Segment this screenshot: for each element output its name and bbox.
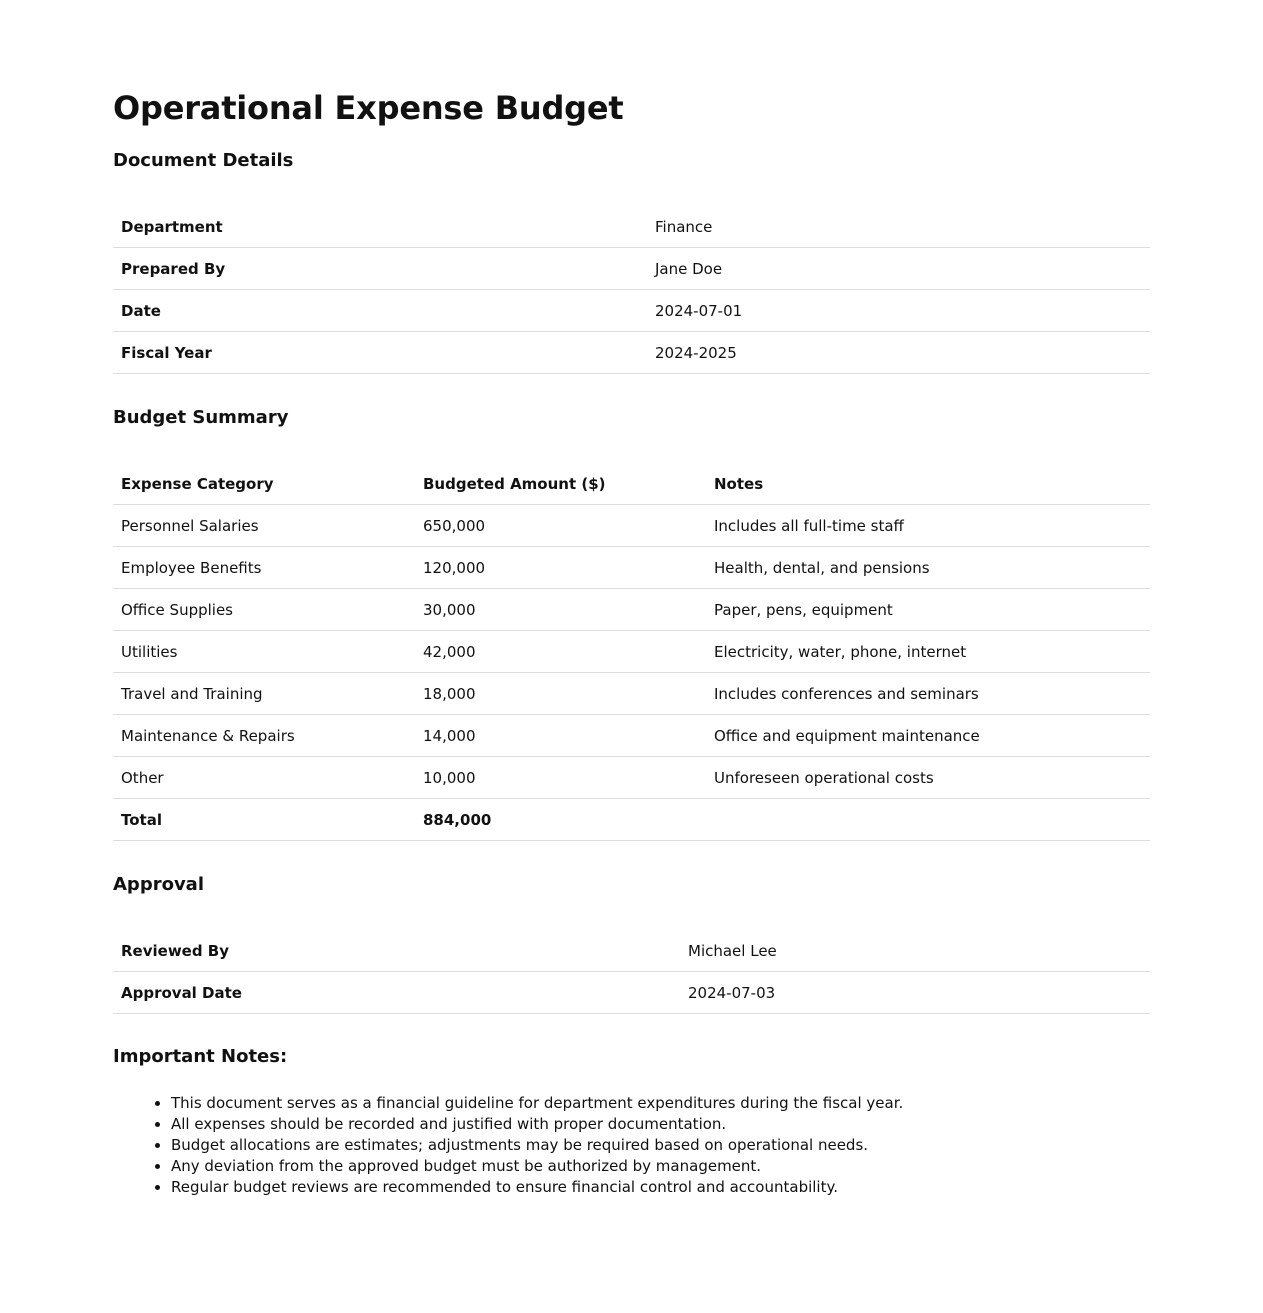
document-details-table [113, 206, 1150, 374]
expense-category: Office Supplies [113, 589, 415, 631]
details-label: Prepared By [113, 248, 647, 290]
details-label: Fiscal Year [113, 332, 647, 374]
approval-value: 2024-07-03 [680, 972, 1150, 1014]
expense-category: Maintenance & Repairs [113, 715, 415, 757]
table-row [113, 673, 1150, 715]
approval-row-approval-date [113, 972, 1150, 1014]
document-details-heading: Document Details [113, 150, 294, 171]
expense-notes: Includes conferences and seminars [706, 673, 1150, 715]
table-row [113, 631, 1150, 673]
details-value: 2024-2025 [647, 332, 1150, 374]
approval-heading: Approval [113, 874, 204, 895]
details-value: Finance [647, 206, 1150, 248]
budget-header-row [113, 463, 1150, 505]
details-row-date [113, 290, 1150, 332]
details-label: Department [113, 206, 647, 248]
expense-notes: Unforeseen operational costs [706, 757, 1150, 799]
expense-category: Other [113, 757, 415, 799]
table-row [113, 757, 1150, 799]
expense-category: Travel and Training [113, 673, 415, 715]
budgeted-amount: 14,000 [415, 715, 706, 757]
important-notes-heading: Important Notes: [113, 1046, 288, 1067]
expense-category: Personnel Salaries [113, 505, 415, 547]
list-item: • Any deviation from the approved budget must be authorized by management. [171, 1156, 903, 1177]
budget-summary-heading: Budget Summary [113, 407, 289, 428]
table-row [113, 589, 1150, 631]
column-header-notes: Notes [706, 463, 1150, 505]
expense-category: Utilities [113, 631, 415, 673]
budgeted-amount: 10,000 [415, 757, 706, 799]
page-title: Operational Expense Budget [113, 89, 624, 127]
total-label: Total [113, 799, 415, 841]
column-header-amount: Budgeted Amount ($) [415, 463, 706, 505]
expense-notes: Office and equipment maintenance [706, 715, 1150, 757]
total-amount: 884,000 [415, 799, 706, 841]
details-label: Date [113, 290, 647, 332]
table-row [113, 547, 1150, 589]
approval-value: Michael Lee [680, 930, 1150, 972]
budgeted-amount: 650,000 [415, 505, 706, 547]
details-row-department [113, 206, 1150, 248]
total-row [113, 799, 1150, 841]
budget-summary-table [113, 463, 1150, 841]
approval-table [113, 930, 1150, 1014]
budgeted-amount: 42,000 [415, 631, 706, 673]
details-row-prepared-by [113, 248, 1150, 290]
approval-row-reviewed-by [113, 930, 1150, 972]
list-item: • This document serves as a financial guideline for department expenditures during the fiscal year. [171, 1093, 903, 1114]
column-header-category: Expense Category [113, 463, 415, 505]
budgeted-amount: 18,000 [415, 673, 706, 715]
expense-category: Employee Benefits [113, 547, 415, 589]
expense-notes: Electricity, water, phone, internet [706, 631, 1150, 673]
approval-label: Reviewed By [113, 930, 680, 972]
table-row [113, 715, 1150, 757]
approval-label: Approval Date [113, 972, 680, 1014]
expense-notes: Includes all full-time staff [706, 505, 1150, 547]
total-notes [706, 799, 1150, 841]
list-item: • Regular budget reviews are recommended to ensure financial control and accountability. [171, 1177, 903, 1198]
details-row-fiscal-year [113, 332, 1150, 374]
budgeted-amount: 30,000 [415, 589, 706, 631]
important-notes-list [113, 1093, 903, 1198]
table-row [113, 505, 1150, 547]
expense-notes: Paper, pens, equipment [706, 589, 1150, 631]
list-item: • Budget allocations are estimates; adjustments may be required based on operational needs. [171, 1135, 903, 1156]
details-value: 2024-07-01 [647, 290, 1150, 332]
expense-notes: Health, dental, and pensions [706, 547, 1150, 589]
details-value: Jane Doe [647, 248, 1150, 290]
list-item: • All expenses should be recorded and justified with proper documentation. [171, 1114, 903, 1135]
budgeted-amount: 120,000 [415, 547, 706, 589]
